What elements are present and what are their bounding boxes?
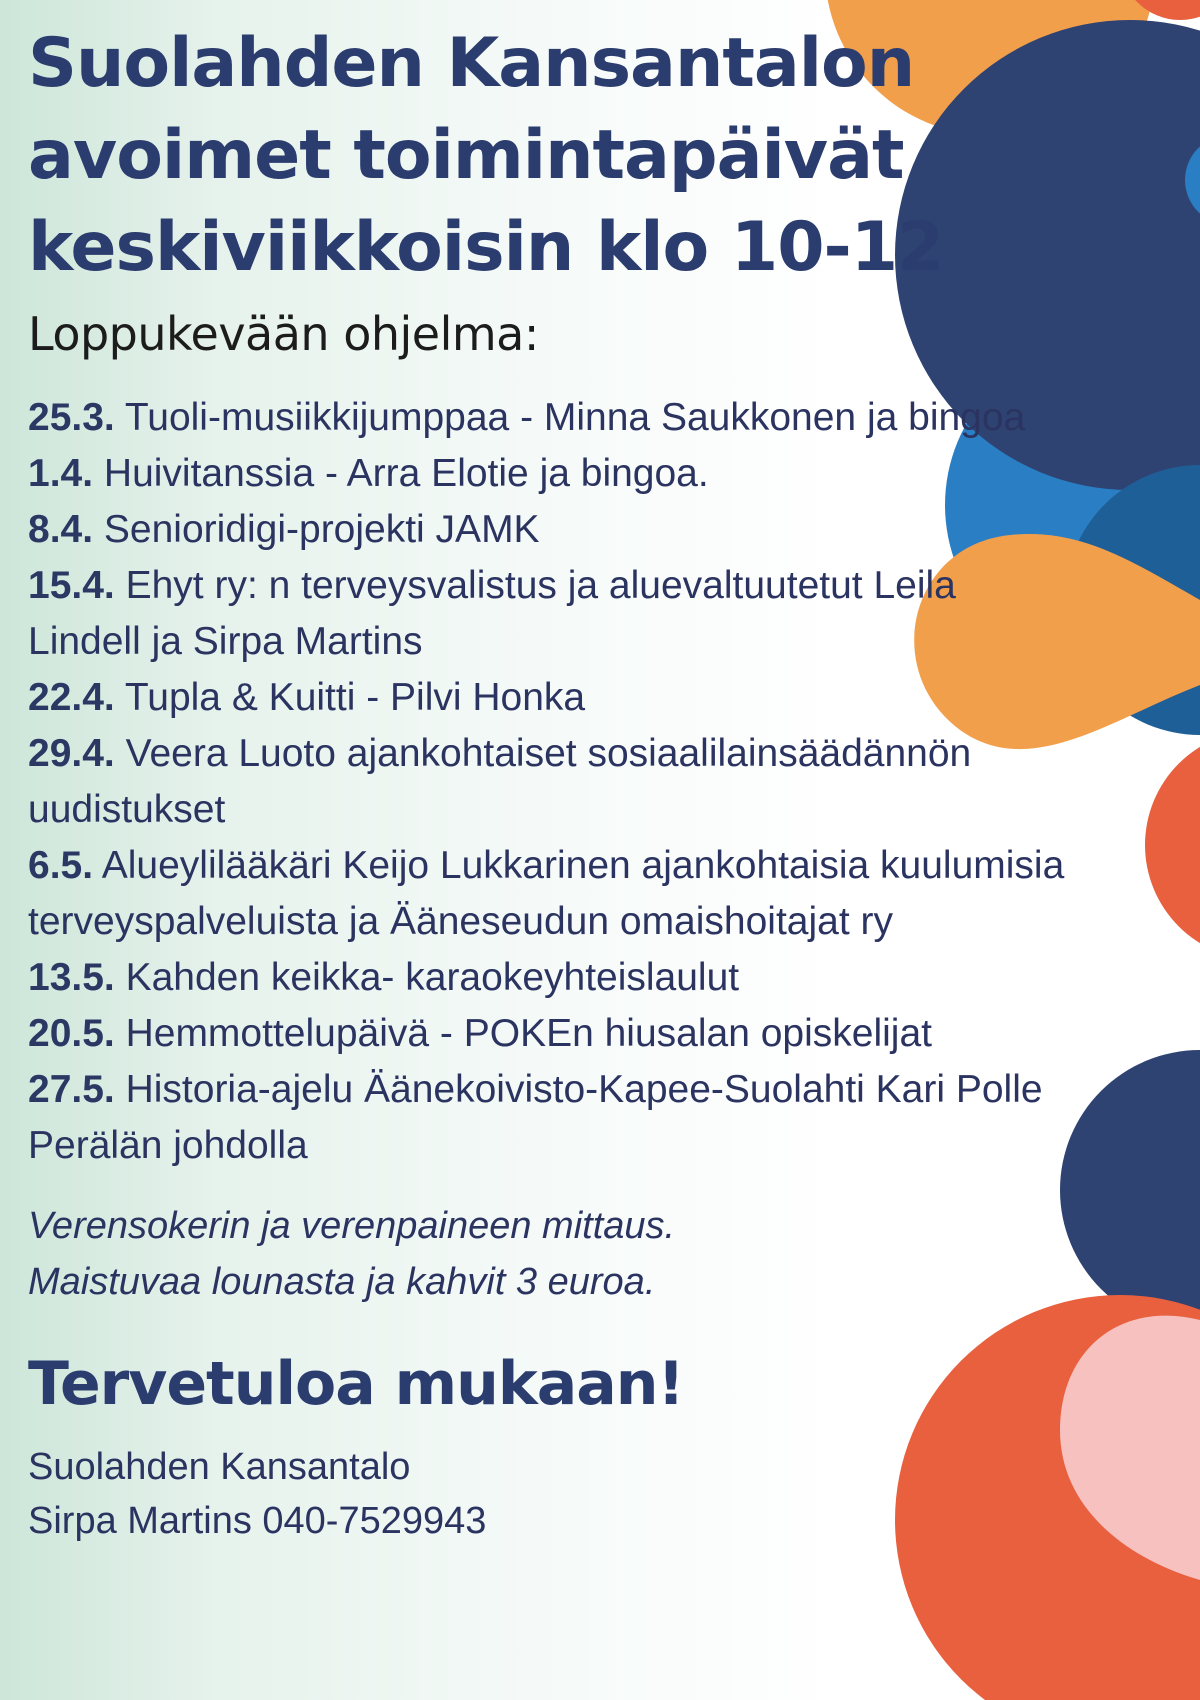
program-date: 6.5.: [28, 844, 94, 887]
program-item: [28, 446, 1068, 502]
program-text: Huivitanssia - Arra Elotie ja bingoa.: [103, 452, 709, 495]
program-text: Hemmottelupäivä - POKEn hiusalan opiskelijat: [125, 1012, 932, 1055]
title-line-1: Suolahden Kansantalon: [28, 24, 915, 103]
program-text: Ehyt ry: n terveysvalistus ja aluevaltuutetut Leila Lindell ja Sirpa Martins: [28, 564, 956, 663]
program-date: 25.3.: [28, 396, 115, 439]
program-date: 15.4.: [28, 564, 115, 607]
program-text: Historia-ajelu Äänekoivisto-Kapee-Suolahti Kari Polle Perälän johdolla: [28, 1068, 1043, 1167]
contact-info: [28, 1440, 1148, 1548]
program-text: Kahden keikka- karaokeyhteislaulut: [125, 956, 740, 999]
program-item: [28, 1062, 1068, 1174]
poster-title: [28, 18, 1148, 294]
program-date: 8.4.: [28, 508, 94, 551]
program-text: Tupla & Kuitti - Pilvi Honka: [124, 676, 586, 719]
contact-person-phone: Sirpa Martins 040-7529943: [28, 1500, 487, 1542]
program-text: Veera Luoto ajankohtaiset sosiaalilainsäädännön uudistukset: [28, 732, 972, 831]
program-text: Senioridigi-projekti JAMK: [103, 508, 540, 551]
program-date: 13.5.: [28, 956, 115, 999]
title-line-2: avoimet toimintapäivät: [28, 116, 904, 195]
program-item: [28, 558, 1068, 670]
program-date: 29.4.: [28, 732, 115, 775]
title-line-3: keskiviikkoisin klo 10-12: [28, 208, 944, 287]
event-notes: [28, 1198, 1148, 1310]
program-date: 27.5.: [28, 1068, 115, 1111]
program-text: Tuoli-musiikkijumppaa - Minna Saukkonen ja bingoa: [124, 396, 1026, 439]
note-measurement: Verensokerin ja verenpaineen mittaus.: [28, 1205, 676, 1247]
note-lunch: Maistuvaa lounasta ja kahvit 3 euroa.: [28, 1261, 656, 1303]
program-item: [28, 502, 1068, 558]
red-circle-right: [1145, 730, 1200, 960]
program-item: [28, 950, 1068, 1006]
program-item: [28, 726, 1068, 838]
program-date: 1.4.: [28, 452, 94, 495]
program-item: [28, 670, 1068, 726]
program-date: 20.5.: [28, 1012, 115, 1055]
program-item: [28, 1006, 1068, 1062]
program-list: [28, 390, 1068, 1174]
program-date: 22.4.: [28, 676, 115, 719]
program-item: [28, 390, 1068, 446]
welcome-heading: Tervetuloa mukaan!: [28, 1349, 684, 1419]
program-text: Alueylilääkäri Keijo Lukkarinen ajankohtaisia kuulumisia terveyspalveluista ja Ääneseudun omaishoitajat ry: [28, 844, 1065, 943]
contact-venue: Suolahden Kansantalo: [28, 1446, 411, 1488]
program-subtitle: Loppukevään ohjelma:: [28, 307, 539, 361]
content: [28, 18, 1148, 1548]
program-item: [28, 838, 1068, 950]
